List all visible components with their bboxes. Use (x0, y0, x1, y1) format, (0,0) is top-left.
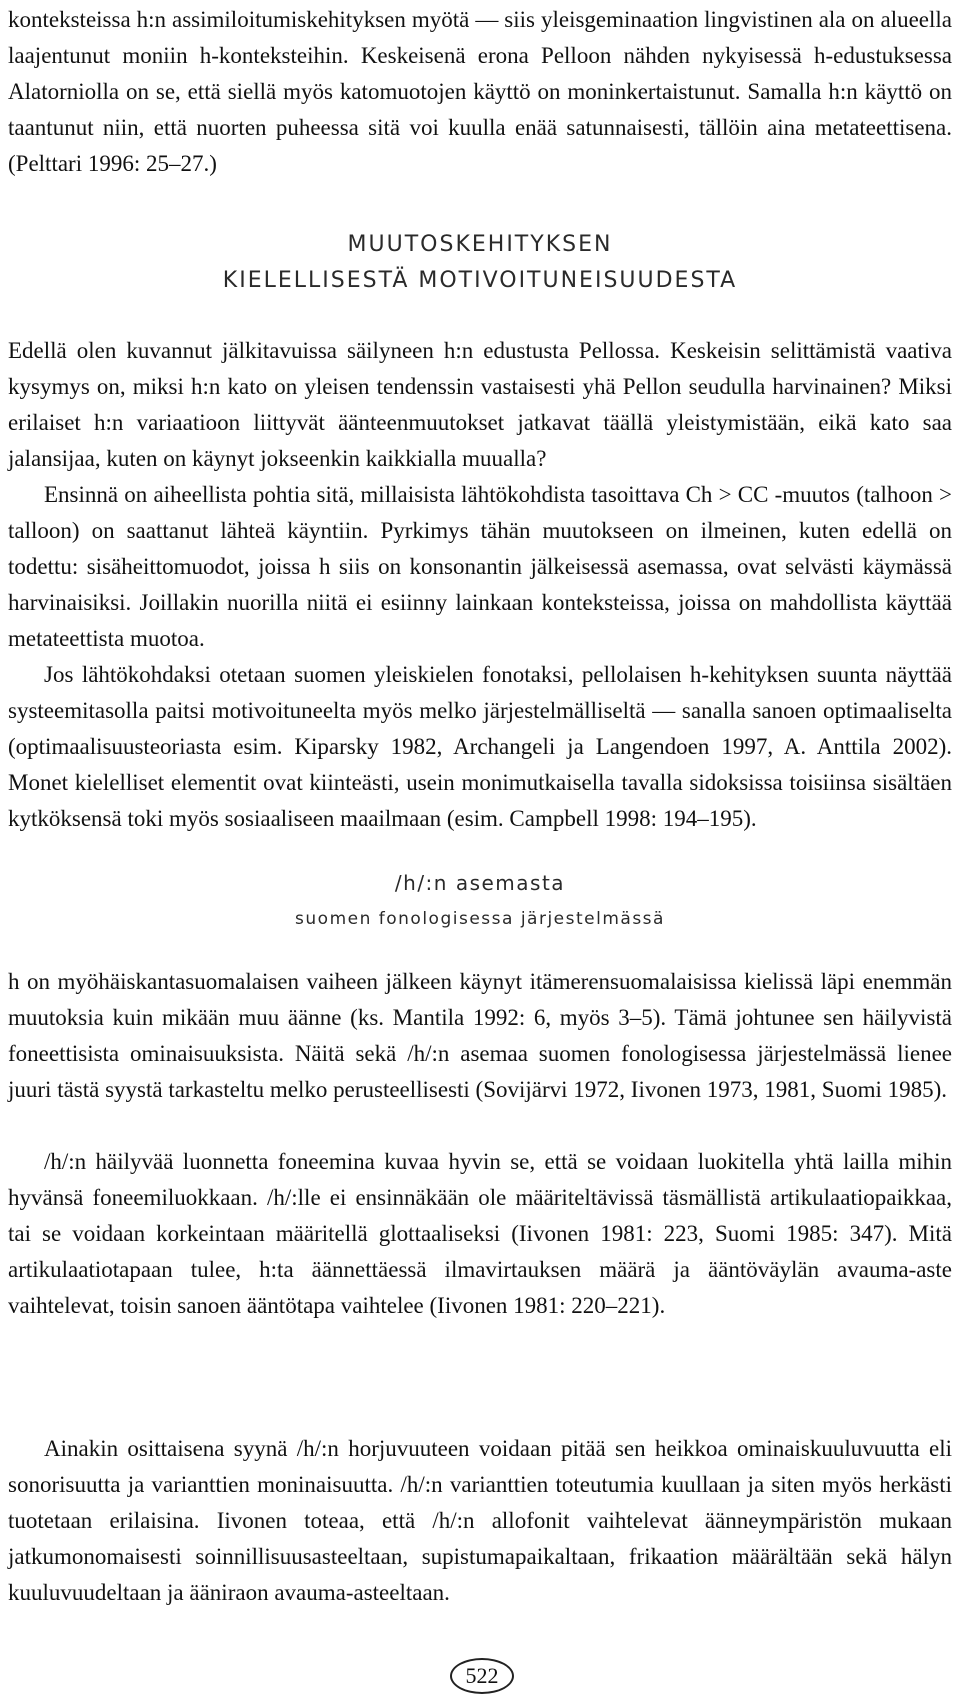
section2-heading-line1: /h/:n asemasta (394, 871, 566, 895)
section1-paragraph-3: Jos lähtökohdaksi otetaan suomen yleiskielen fonotaksi, pellolaisen h-kehityksen suunta näyttää systeemitasolla paitsi motivoituneelta myös melko järjestelmälliseltä — sanalla sanoen optimaaliselta (optimaalisuusteoriasta esim. Kiparsky 1982, Archangeli ja Langendoen 1997, A. Anttila 2002). Monet kielelliset elementit ovat kiinteästi, usein monimutkaisella tavalla sidoksissa toisiinsa sisältäen kytköksensä toki myös sosiaaliseen maailmaan (esim. Campbell 1998: 194–195). (8, 662, 952, 831)
section1-paragraph-2: Ensinnä on aiheellista pohtia sitä, millaisista lähtökohdista tasoittava Ch > CC -muutos (talhoon > talloon) on saattanut lähteä käyntiin. Pyrkimys tähän muutokseen on ilmeinen, kuten edellä on todettu: sisäheittomuodot, joissa h siis on konsonantin jälkeisessä asemassa, ovat selvästi käymässä harvinaisiksi. Joillakin nuorilla niitä ei esiinny lainkaan konteksteissa, joissa on mahdollista käyttää metateettista muotoa. (8, 482, 952, 651)
section2-paragraph-3: Ainakin osittaisena syynä /h/:n horjuvuuteen voidaan pitää sen heikkoa ominaiskuuluvuutta eli sonorisuutta ja varianttien moninaisuutta. /h/:n varianttien toteutumia kuullaan ja siten myös herkästi tuotetaan erilaisina. Iivonen toteaa, että /h/:n allofonit vaihtelevat äänneympäristön mukaan jatkumonomaisesti soinnillisuusasteeltaan, supistumapaikaltaan, frikaation määrältään sekä hälyn kuuluvuudeltaan ja ääniraon avauma-asteeltaan. (8, 1436, 952, 1605)
section1-heading-line1: MUUTOSKEHITYKSEN (347, 232, 613, 257)
page-number: 522 (450, 1658, 514, 1694)
section1-heading-line2: KIELELLISESTÄ MOTIVOITUNEISUUDESTA (222, 268, 738, 293)
section2-paragraph-1: h on myöhäiskantasuomalaisen vaiheen jälkeen käynyt itämerensuomalaisissa kielissä läpi enemmän muutoksia kuin mikään muu äänne (ks. Mantila 1992: 6, myös 3–5). Tämä johtunee sen häilyvistä foneettisista ominaisuuksista. Näitä sekä /h/:n asemaa suomen fonologisessa järjestelmässä lienee juuri tästä syystä tarkasteltu melko perusteellisesti (Sovijärvi 1972, Iivonen 1973, 1981, Suomi 1985). (8, 969, 952, 1102)
section2-heading-line2: suomen fonologisessa järjestelmässä (295, 909, 665, 929)
section1-paragraph-1: Edellä olen kuvannut jälkitavuissa säilyneen h:n edustusta Pellossa. Keskeisin selittämistä vaativa kysymys on, miksi h:n kato on yleisen tendenssin vastaisesti yhä Pellon seudulla harvinainen? Miksi erilaiset h:n variaatioon liittyvät äänteenmuutokset jatkavat täällä yleistymistään, eikä kato saa jalansijaa, kuten on käynyt jokseenkin kaikkialla muualla? (8, 338, 952, 471)
section2-paragraph-2: /h/:n häilyvää luonnetta foneemina kuvaa hyvin se, että se voidaan luokitella yhtä lailla mihin hyvänsä foneemiluokkaan. /h/:lle ei ensinnäkään ole määriteltävissä täsmällistä artikulaatiopaikkaa, tai se voidaan korkeintaan määritellä glottaaliseksi (Iivonen 1981: 223, Suomi 1985: 347). Mitä artikulaatiotapaan tulee, h:ta äännettäessä ilmavirtauksen määrä ja ääntöväylän avauma-aste vaihtelevat, toisin sanoen ääntötapa vaihtelee (Iivonen 1981: 220–221). (8, 1149, 952, 1318)
top-paragraph: konteksteissa h:n assimiloitumiskehityksen myötä — siis yleisgeminaation lingvistinen ala on alueella laajentunut moniin h-konteksteihin. Keskeisenä erona Pelloon nähden nykyisessä h-edustuksessa Alatorniolla on se, että siellä myös katomuotojen käyttö on moninkertaistunut. Samalla h:n käyttö on taantunut niin, että nuorten puheessa sitä voi kuulla enää satunnaisesti, tällöin aina metateettisena. (Pelttari 1996: 25–27.) (8, 7, 952, 176)
